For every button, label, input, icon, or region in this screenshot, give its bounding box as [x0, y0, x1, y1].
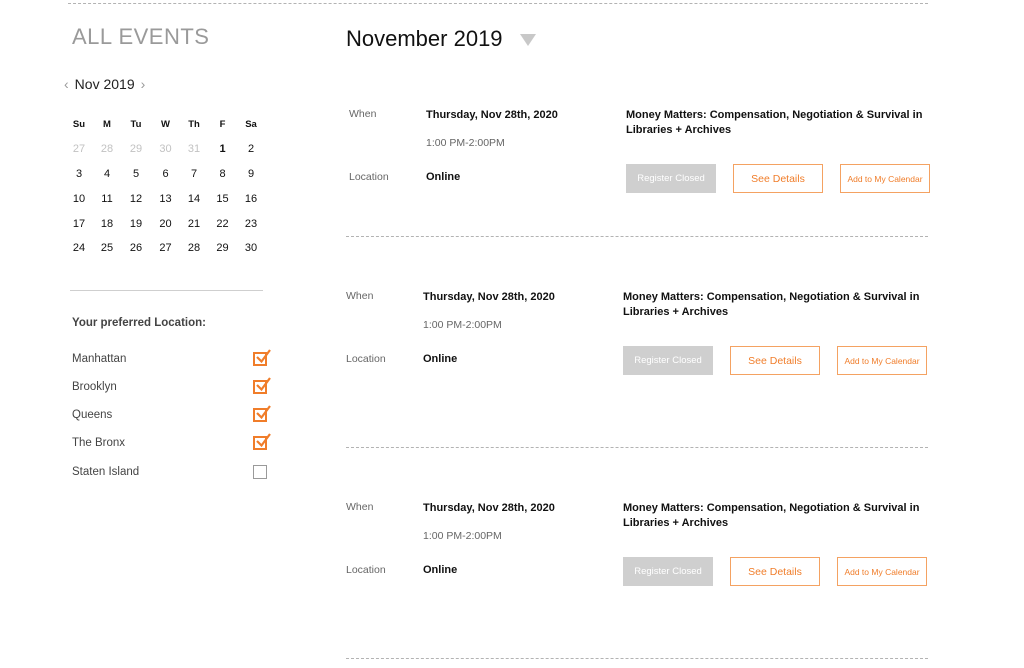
calendar-week	[65, 137, 265, 162]
calendar-day[interactable]: 6	[162, 167, 169, 180]
checkbox-checked-icon[interactable]	[253, 352, 267, 366]
weekday-label: W	[161, 118, 170, 130]
location-label: The Bronx	[72, 437, 126, 449]
see-details-button[interactable]: See Details	[730, 557, 820, 586]
calendar-week	[65, 236, 265, 261]
calendar-day[interactable]: 16	[244, 192, 258, 205]
weekday-label: Tu	[130, 118, 142, 130]
location-label: Manhattan	[72, 353, 127, 365]
all-events-heading: ALL EVENTS	[72, 24, 210, 49]
event-date: Thursday, Nov 28th, 2020	[423, 291, 555, 303]
preferred-location-title: Your preferred Location:	[72, 317, 206, 329]
event-title[interactable]: Money Matters: Compensation, Negotiation & Survival in Libraries + Archives	[626, 109, 923, 136]
register-closed-button: Register Closed	[623, 346, 713, 375]
location-label: Queens	[72, 409, 113, 421]
when-label: When	[346, 501, 374, 513]
calendar-day-outside-month[interactable]: 31	[187, 143, 201, 156]
caret-down-icon[interactable]	[520, 34, 536, 46]
weekday-label: F	[219, 118, 226, 130]
calendar-day[interactable]: 24	[72, 242, 86, 255]
calendar-day[interactable]: 28	[187, 242, 201, 255]
calendar-day[interactable]: 19	[129, 217, 143, 230]
see-details-button[interactable]: See Details	[730, 346, 820, 375]
chevron-right-icon[interactable]: ›	[140, 76, 146, 92]
checkbox-checked-icon[interactable]	[253, 408, 267, 422]
calendar-day[interactable]: 29	[216, 242, 229, 255]
mini-calendar	[65, 112, 265, 261]
event-divider	[346, 236, 928, 237]
weekday-label: Sa	[245, 118, 257, 130]
event-location: Online	[423, 353, 458, 365]
register-closed-button: Register Closed	[623, 557, 713, 586]
event-time: 1:00 PM-2:00PM	[423, 319, 502, 331]
calendar-day[interactable]: 12	[129, 192, 143, 205]
location-option-manhattan[interactable]	[72, 349, 267, 369]
calendar-day[interactable]: 3	[75, 167, 83, 180]
calendar-day[interactable]: 22	[216, 217, 229, 230]
calendar-day[interactable]: 30	[244, 242, 258, 255]
checkbox-checked-icon[interactable]	[253, 436, 267, 450]
calendar-day[interactable]: 14	[187, 192, 201, 205]
calendar-day[interactable]: 8	[219, 167, 226, 180]
location-label: Brooklyn	[72, 381, 117, 393]
calendar-day[interactable]: 27	[159, 242, 172, 255]
event-date: Thursday, Nov 28th, 2020	[423, 502, 555, 514]
see-details-button[interactable]: See Details	[733, 164, 823, 193]
calendar-day[interactable]: 21	[187, 217, 201, 230]
register-closed-button: Register Closed	[626, 164, 716, 193]
calendar-day[interactable]: 20	[159, 217, 172, 230]
location-label: Location	[346, 353, 386, 365]
event-date: Thursday, Nov 28th, 2020	[426, 109, 558, 121]
weekday-label: M	[103, 118, 111, 130]
calendar-day[interactable]: 4	[103, 167, 111, 180]
location-option-staten-island[interactable]	[72, 462, 267, 482]
calendar-day[interactable]: 11	[101, 192, 113, 205]
chevron-left-icon[interactable]: ‹	[64, 76, 69, 92]
calendar-day-outside-month[interactable]: 30	[159, 143, 172, 156]
location-option-queens[interactable]	[72, 405, 267, 425]
location-label: Location	[346, 564, 386, 576]
calendar-day[interactable]: 7	[190, 167, 198, 180]
calendar-month-label: Nov 2019	[74, 76, 135, 92]
event-location: Online	[426, 171, 461, 183]
checkbox-unchecked-icon[interactable]	[253, 465, 267, 479]
event-time: 1:00 PM-2:00PM	[423, 530, 502, 542]
calendar-day[interactable]: 2	[247, 143, 255, 156]
calendar-day-outside-month[interactable]: 28	[100, 143, 114, 156]
calendar-week	[65, 186, 265, 211]
calendar-day[interactable]: 10	[72, 192, 86, 205]
add-to-calendar-button[interactable]: Add to My Calendar	[840, 164, 930, 193]
calendar-day-outside-month[interactable]: 27	[72, 143, 86, 156]
calendar-day[interactable]: 23	[244, 217, 258, 230]
calendar-day-current[interactable]: 1	[219, 143, 226, 156]
calendar-day[interactable]: 26	[129, 242, 143, 255]
event-card	[346, 290, 946, 400]
weekday-label: Th	[188, 118, 200, 130]
weekday-label: Su	[72, 118, 86, 130]
location-option-brooklyn[interactable]	[72, 377, 267, 397]
month-title: November 2019	[346, 26, 503, 51]
calendar-day[interactable]: 5	[132, 167, 140, 180]
calendar-day[interactable]: 9	[247, 167, 255, 180]
location-option-the-bronx[interactable]	[72, 433, 267, 453]
event-card	[349, 108, 949, 218]
calendar-day[interactable]: 17	[72, 217, 86, 230]
event-card	[346, 501, 946, 611]
event-title[interactable]: Money Matters: Compensation, Negotiation & Survival in Libraries + Archives	[623, 502, 920, 529]
when-label: When	[349, 108, 377, 120]
calendar-month-nav	[64, 74, 145, 94]
event-location: Online	[423, 564, 458, 576]
sidebar-divider	[70, 290, 263, 291]
event-time: 1:00 PM-2:00PM	[426, 137, 505, 149]
calendar-week	[65, 162, 265, 187]
location-label: Location	[349, 171, 389, 183]
calendar-day[interactable]: 25	[100, 242, 114, 255]
checkbox-checked-icon[interactable]	[253, 380, 267, 394]
calendar-day[interactable]: 15	[216, 192, 229, 205]
location-label: Staten Island	[72, 466, 140, 478]
event-divider	[346, 658, 928, 659]
calendar-day-outside-month[interactable]: 29	[129, 143, 143, 156]
calendar-day[interactable]: 18	[100, 217, 114, 230]
event-title[interactable]: Money Matters: Compensation, Negotiation & Survival in Libraries + Archives	[623, 291, 920, 318]
when-label: When	[346, 290, 374, 302]
calendar-weekday-header	[65, 112, 265, 137]
event-divider	[346, 447, 928, 448]
add-to-calendar-button[interactable]: Add to My Calendar	[837, 346, 927, 375]
top-divider	[68, 3, 928, 4]
calendar-day[interactable]: 13	[159, 192, 172, 205]
add-to-calendar-button[interactable]: Add to My Calendar	[837, 557, 927, 586]
calendar-week	[65, 211, 265, 236]
